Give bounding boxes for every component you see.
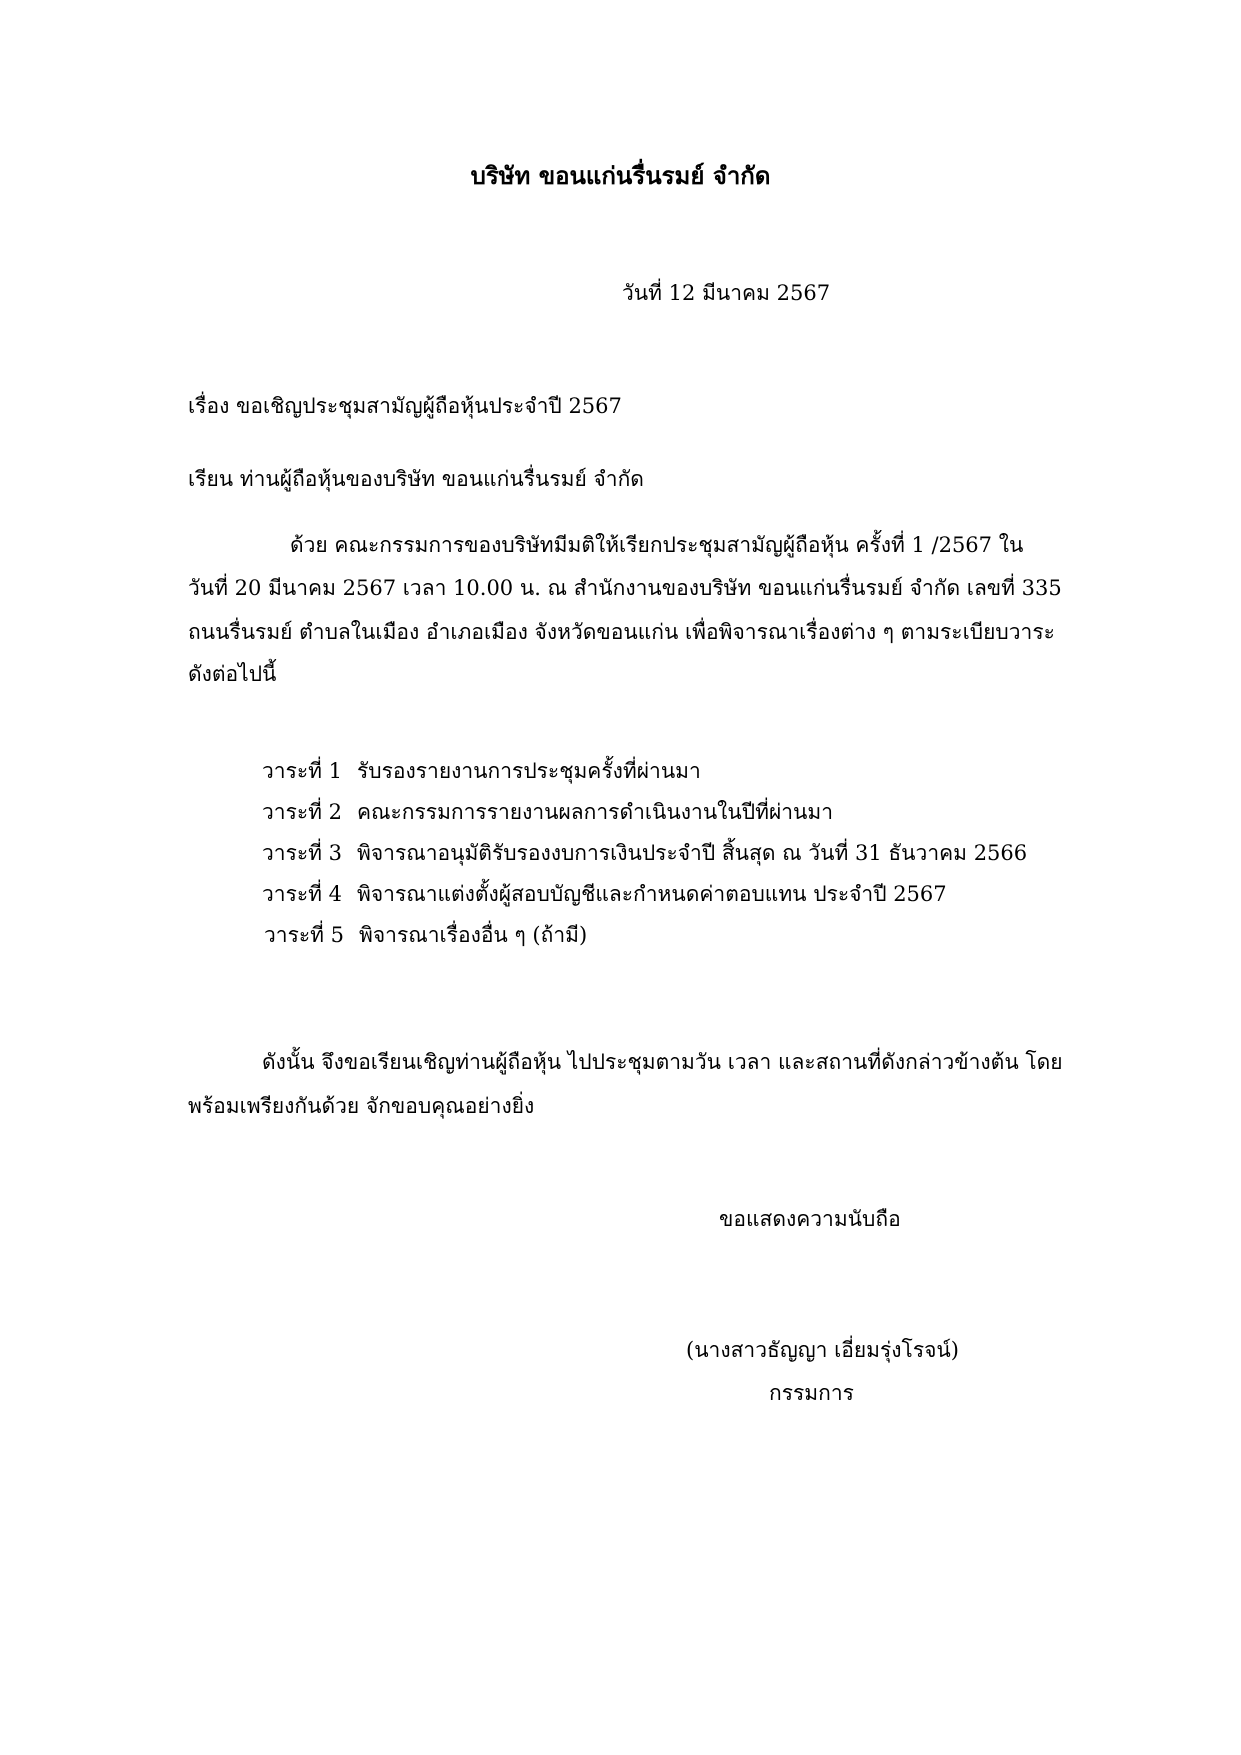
signatory-name: (นางสาวธัญญา เอี่ยมรุ่งโรจน์) xyxy=(686,1338,959,1362)
agenda-item-text: พิจารณาแต่งตั้งผู้สอบบัญชีและกำหนดค่าตอบแทน ประจำปี 2567 xyxy=(357,882,947,906)
company-heading: บริษัท ขอนแก่นรื่นรมย์ จำกัด xyxy=(470,161,771,190)
agenda-item xyxy=(262,880,1027,921)
agenda-item-number: วาระที่ 2 xyxy=(262,800,343,824)
agenda-item-text: คณะกรรมการรายงานผลการดำเนินงานในปีที่ผ่านมา xyxy=(357,800,834,824)
agenda-item-text: พิจารณาเรื่องอื่น ๆ (ถ้ามี) xyxy=(359,923,588,947)
agenda-item xyxy=(262,921,1027,962)
letter-subject: เรื่อง ขอเชิญประชุมสามัญผู้ถือหุ้นประจำปี 2567 xyxy=(188,394,622,418)
agenda-item-number: วาระที่ 5 xyxy=(264,923,345,947)
intro-paragraph-line: ด้วย คณะกรรมการของบริษัทมีมติให้เรียกประชุมสามัญผู้ถือหุ้น ครั้งที่ 1 /2567 ใน xyxy=(290,533,1024,557)
intro-paragraph-line: วันที่ 20 มีนาคม 2567 เวลา 10.00 น. ณ สำนักงานของบริษัท ขอนแก่นรื่นรมย์ จำกัด เลขที่ 335 xyxy=(188,576,1062,600)
closing-phrase: ขอแสดงความนับถือ xyxy=(719,1207,901,1231)
agenda-item-text: รับรองรายงานการประชุมครั้งที่ผ่านมา xyxy=(357,759,701,783)
intro-paragraph-line: ถนนรื่นรมย์ ตำบลในเมือง อำเภอเมือง จังหวัดขอนแก่น เพื่อพิจารณาเรื่องต่าง ๆ ตามระเบียบวาระ xyxy=(188,620,1055,644)
agenda-item-number: วาระที่ 1 xyxy=(262,759,343,783)
agenda-item xyxy=(262,798,1027,839)
invitation-paragraph-line: ดังนั้น จึงขอเรียนเชิญท่านผู้ถือหุ้น ไปประชุมตามวัน เวลา และสถานที่ดังกล่าวข้างต้น โดย xyxy=(262,1050,1063,1074)
agenda-item-number: วาระที่ 3 xyxy=(262,841,343,865)
agenda-item xyxy=(262,757,1027,798)
invitation-paragraph-line: พร้อมเพรียงกันด้วย จักขอบคุณอย่างยิ่ง xyxy=(188,1094,535,1118)
intro-paragraph-line: ดังต่อไปนี้ xyxy=(188,662,277,686)
agenda-list xyxy=(262,757,1027,962)
agenda-item-text: พิจารณาอนุมัติรับรองงบการเงินประจำปี สิ้นสุด ณ วันที่ 31 ธันวาคม 2566 xyxy=(357,841,1028,865)
signatory-title: กรรมการ xyxy=(769,1381,854,1405)
letter-recipient: เรียน ท่านผู้ถือหุ้นของบริษัท ขอนแก่นรื่นรมย์ จำกัด xyxy=(188,467,644,491)
agenda-item xyxy=(262,839,1027,880)
agenda-item-number: วาระที่ 4 xyxy=(262,882,343,906)
letter-date: วันที่ 12 มีนาคม 2567 xyxy=(622,281,831,305)
